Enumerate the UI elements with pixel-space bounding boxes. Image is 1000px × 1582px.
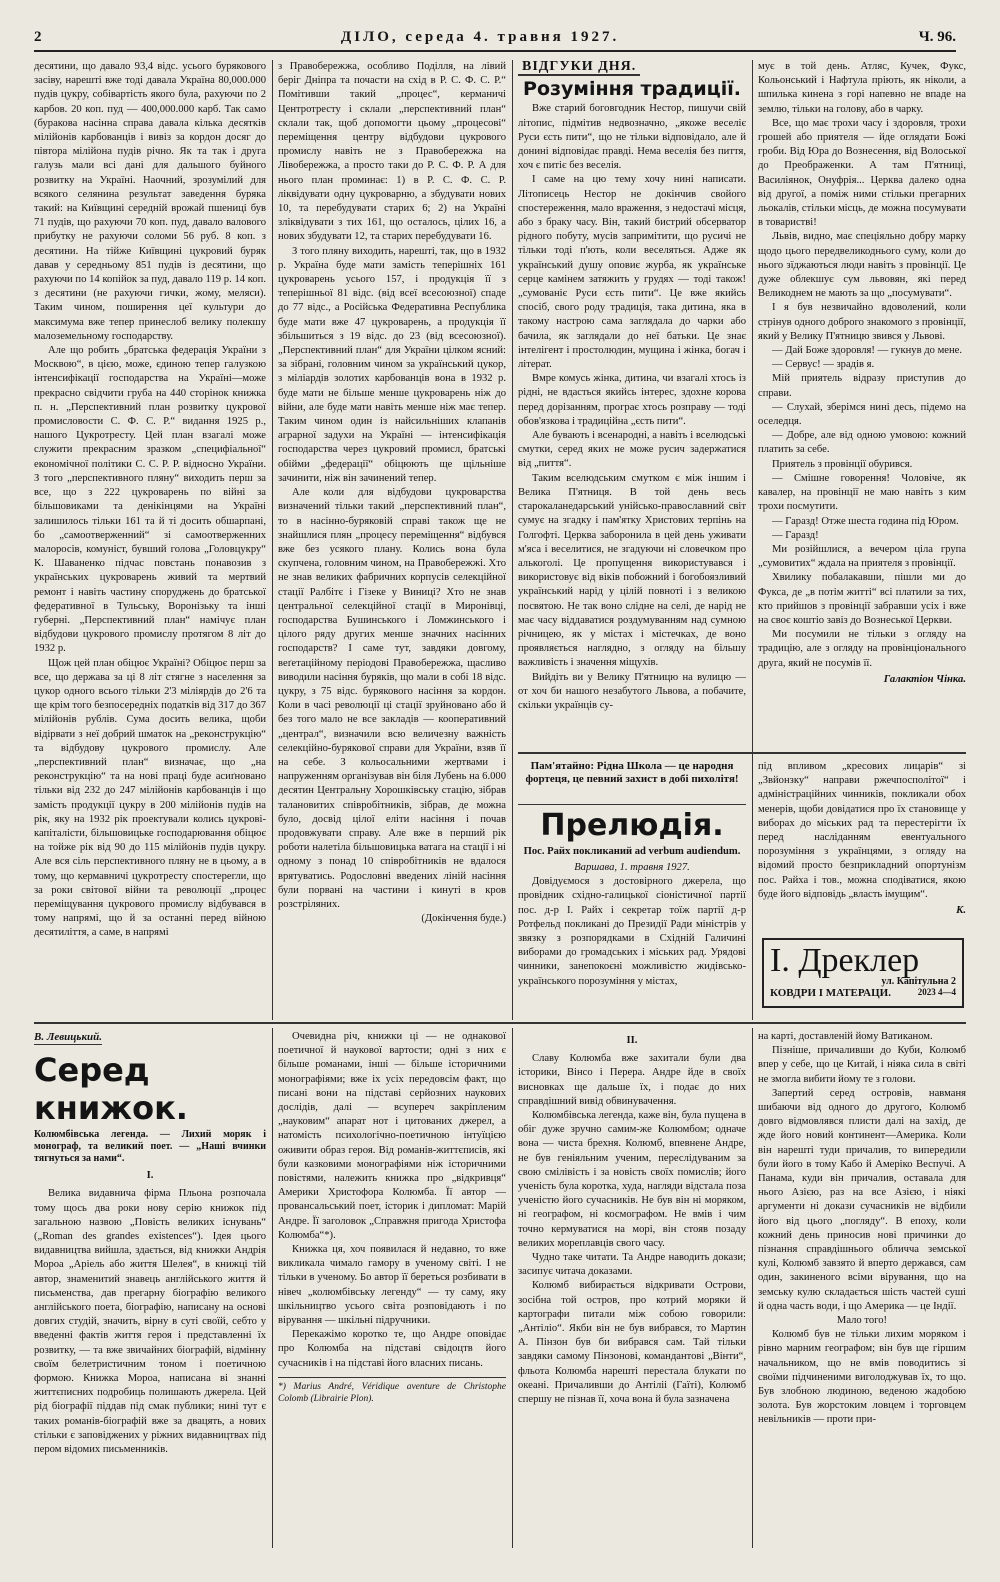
column-rule xyxy=(752,60,753,1020)
paragraph: на карті, доставленій йому Ватиканом. xyxy=(758,1031,933,1042)
paragraph: Львів, видно, має спеціяльно добру марку щодо цього передвеликоднього суму, коли до нього зїджаються люди навіть з провінції. Це дуже облекшує сум львовян, які перед Великоднем не мають за що „посумувати“. xyxy=(758,231,966,300)
article-tradition-cont xyxy=(758,60,966,750)
article-prelude-cont xyxy=(758,760,966,930)
paragraph: під впливом „кресових лицарів“ зі „Звйонзку“ направи ржечпосполітої“ і адміністраційних чинників, покликали обох менерів, щоби довідатися про їх становище у виборах до міських рад та перестерігти їх перед насліданням евентуального порозуміння з українцями, з огляду на відомий просто безприкладний опортунізм пос. Райха і тов., можна сподіватися, якою буде його відповідь „власть імущим“. xyxy=(758,761,966,900)
section-number: II. xyxy=(626,1035,638,1046)
paragraph: З того пляну виходить, нарешті, так, що в 1932 р. Україна буде мати замість теперішніх 161 цукроварень усього 157, і продукція її з теперішньої 81 відс. (від всеї всесоюзної) спаде до 77 відс., а Російська Федеративна Республика буде мати вже 47 цукроварень, а продукція її збільшиться з 19 відс. до 23 (від всесоюзної). „Перспективний план“ для України цілком ясний: за зібрані, головним чином за український цукор, з міліардів золотих карбованців вона в 1932 р. буде мати не більше менше цукроварень ніж до війни, але буде мати навіть менше ніж має тепер. Таким чином один із найсильніших клапанів аграрної задухи на Україні — інтенсифікація господарства через цукровий промисл, братські обійми „федерації“ обіцюють ще щільніше зачинити, ніж він зачинений тепер. xyxy=(278,245,506,484)
paragraph: Перекажімо коротко те, що Андре оповідає про Колюмба на підставі свідоцтв його сучасників і на підставі його власних писань. xyxy=(278,1329,506,1369)
continued-note: (Докінчення буде.) xyxy=(421,913,506,925)
column-rule xyxy=(752,1028,753,1548)
paragraph: Чудно таке читати. Та Андре наводить докази; засипує читача доказами. xyxy=(518,1252,746,1278)
paragraph: Книжка ця, хоч появилася й недавно, то вже викликала чимало гамору в ученому світі. І не тільки в ученому. Бо автор її береться розбивати в нівеч „колюмбівську легенду“ — ту саму, яку шкільництво усього світа розповідають і по вірування — шкільні підручники. xyxy=(278,1244,506,1327)
article-books-col1 xyxy=(34,1030,266,1550)
article-sugar-col1 xyxy=(34,60,266,1018)
paragraph: Колюмбівська легенда, каже він, була пущена в обіг дуже зручно самим-же Колюмбом; одначе вона — чиста брехня. Колюмб, впевнене Андре, не був геніяльним ученим, переслідуваним за свою смілівість і за новість своїх помислів; його ученість була коротка, худа, нагляди відстала поза ученістю його сучасників. Не був він ні моряком, ні географом, ні космографом. Не вмів і чим точно кермуватися на морі, він стояв позаду великих мореплавців свого часу. xyxy=(518,1110,746,1249)
paragraph: Таким вселюдським смутком є між іншим і Велика П'ятниця. В той день весь старокаланедарський унійсько-православний світ сумує на згадку і пам'ятку Христових терпінь на Голгофті. Церква заборонила в цей день уживати м'яса і веселитися, не згадуючи ні словечком про алькоголі. Це пропущення використувався і використовує від віків побожний і богобоязливий український нарід у цілій повноті і з великою посвятою. Не так воно слідне на селі, де нарід не має часу віддаватися роздумуванням над сумною річницею, як у містах і містечках, де воно проявляється наглядно, з огляду на більшу важливість і значення міщухів. xyxy=(518,472,746,669)
article-subtitle: Колюмбівська легенда. — Лихий моряк і монограф, та великий поет. — „Наші вчинки тягнуться за нами“. xyxy=(34,1129,266,1165)
paragraph: Очевидна річ, книжки ці — не однакової поетичної й наукової вартости; одні з них є більше романами, інші — більше історичними монографіями; вже іх усіх передовсім факт, що писані вони на підставі серйозних наукових дослідів, далі — всупереч закріпленим „науковим“ апарат нот і цитованих джерел, а натомість психологічно-поетичною інтуїцією оживити образ героя. Від романів-життєписів, які були казковими монографіями ніж історичними повістями, належить книжка про „відкривця“ Америки Христофора Колюмба. Її автор — провансальський поет, історик і дипломат: Марій Андре. Її заголовок „Справжня пригода Христофа Колюмба“*). xyxy=(278,1031,506,1241)
paragraph: Щож цей план обіцює Україні? Обіцює перш за все, що держава за ці 8 літ стягне з населення за цукор одного всього тільки 2'3 міліярдів до 2'6 та ще крім того безпосередніх податків від 317 до 367 мілійонів рублів. Сума досить велика, щоби відірвати з неї добрий шматок на „реконструкцію“ та відбудову цукрового промислу. Але „перспективний план“ визначає, що „на реконструкцію“ та на нові праці буде асиґновано тільки від 232 до 247 мілійонів карбованців і що замість продукції цукру в 200 мілійонів пудів на рік, яку на 1932 рік проектували колись цукрові-капіталісти, більшовицьке господарювання обіцює на тойже рік від 90 до 115 мілійонів пудів цукру. Але вся сіль перспективного пляну не в цьому, а в тому, що кермавничі цукротресту спостерегли, що за роки світової війни та революції „процес переміщування цукрового промислу відбувався в тому напрямі, що й за останні перед війною десятиліття, а саме, в напрямі xyxy=(34,657,266,939)
paragraph: Мало того! xyxy=(836,1315,888,1327)
paragraph: Колюмб був не тільки лихим моряком і рівно марним географом; він був ще гіршим начальником, що не вмів поводитись зі своїми підчиненими виголоджував їх, то що. Був злобною людиною, веденою жадобою золота. Був жорстоким ловцем і торговцем невільників — проти при- xyxy=(758,1329,966,1426)
paragraph: — Смішне говорення! Чоловіче, як кавалер, на провінції не маю навіть з ким трохи посмутити. xyxy=(758,472,966,513)
page-section-rule xyxy=(34,1022,966,1024)
paragraph: Мій приятель відразу приступив до справи. xyxy=(758,373,966,399)
masthead xyxy=(34,24,956,52)
paragraph: Але що робить „братська федерація України з Москвою“, в цією, може, єдиною тепер галузкою інтенсифікації господарства на Україні—може прекрасно свідчити груба на 440 сторінок книжка п. н. „Перспективний план розвитку цукрової промисловости С. Ф. С. Р.“ видання 1925 р., нашого Цукротресту. Цей план взагалі може служити прекрасним зразком „специфіальної“ економічної політики С. С. Р. Р. відносно України. З того „перспективного пляну“ виходить перш за все, що з 222 цукроварень по війні за більшовиками та денікінцями на Україні залишилось тільки 161 та й ті досить обшарпані, бо „самоотверженний“ зі самоотверженних малоросів, комуніст, бувший голова „Головцукру“ К. Шаваненко підчас повстань понавозив з українських цукроварень живий та мертвий ремонт і навіть частину споруджень до братської федеративної в Тульську, Воронізьку та інші губерні. „Перспективний план“ намічує план відбудови цукрового промислу протягом 8 літ до 1932 р. xyxy=(34,345,266,655)
signature: К. xyxy=(956,905,966,917)
paragraph: — Слухай, зберімся нині десь, підемо на оселедця. xyxy=(758,401,966,428)
paragraph: Велика видавнича фірма Пльона розпочала тому щось два роки нову серію книжок під загальною назвою „Повість великих існувань“ („Roman des grandes existences“). Ідея цього видавництва вийшла, здається, від книжки Андрія Мороа „Аріель або життя Шелея“, в книжці тій автор, знаменитий знавець англійського життя й письменства, дав прегарну біографію великого англійського поета, біографію, написану на основі довгих студій, значить, вірну в суті своїй, себто у введенні фактів життя героя і представленні їх розвитку, — та вже звичайних біографій, відмінну своїм белетристичним тоном і поетичною формою. Книжка Мороа, написана ві знанні життєписних подробиць полишають джерела. Цей рід біографії піддав під смак публики; нині тут є таких романів-біографій вже за двацять, а нових стільки є заповіджених у ріжних видавництвах під пером відомих письменників. xyxy=(34,1188,266,1456)
paragraph: мує в той день. Атляс, Кучек, Фукс, Кольонський і Нафтула пріють, як ніколи, а шпилька кинена з горі напевно не впаде на землю, тільки на голову, або в чарку. xyxy=(758,61,966,115)
paragraph: Вийдіть ви у Велику П'ятницю на вулицю — от хоч би нашого незабутого Львова, а побачите, скільки українців су- xyxy=(518,671,746,711)
section-label: ВІДГУКИ ДНЯ. xyxy=(518,60,640,76)
paragraph: — Гаразд! Отже шеста година під Юром. xyxy=(772,515,959,527)
column-rule xyxy=(272,60,273,1020)
dateline: Варшава, 1. травня 1927. xyxy=(574,862,690,873)
article-sugar-col2 xyxy=(278,60,506,1018)
paragraph: — Добре, але від одною умовою: кожний платить за себе. xyxy=(758,430,966,456)
article-books-col4 xyxy=(758,1030,966,1550)
masthead-title: ДІЛО, середа 4. травня 1927. xyxy=(340,28,620,45)
article-books-col3 xyxy=(518,1030,746,1550)
ad-address: ул. Капітульна 2 xyxy=(881,976,956,987)
paragraph: Пізніше, причаливши до Куби, Колюмб впер у себе, що це Китай, і ніяка сила в світі не змогла вибити йому те з голови. xyxy=(758,1045,966,1085)
article-prelude xyxy=(518,800,746,1015)
paragraph: — Сервус! — зрадів я. xyxy=(772,359,875,371)
article-subtitle: Пос. Райх покликаний ad verbum audiendum. xyxy=(523,846,741,857)
paragraph: з Правобережжа, особливо Поділля, на лівий беріг Дніпра та почасти на схід в Р. С. Ф. С. Р.“ Помітивши такий „процес“, керманичі Центротресту і склали „перспективний план“ склали так, щоб допомогти цьому „процесові“ переміщення центру відбудови цукрового промислу навіть не з Правобережжа на Лівобережжа, а просто таки до Р. С. Ф. Р. А для нього план проминає: 1) в Р. С. Ф. С. Р. ліквідувати одну цукроварню, а збудувати нових 10, та перебудувати старих 6; 2) на Україні зліквідувати з тих 161, що осталось, цілих 16, а нових збудувати 12, та старих перебудувати 16. xyxy=(278,61,506,243)
paragraph: — Гаразд! xyxy=(772,529,819,541)
article-headline: Прелюдія. xyxy=(540,808,724,843)
ad-name: І. Дреклер xyxy=(770,942,920,979)
article-headline: Серед книжок. xyxy=(34,1051,188,1128)
issue-number: Ч. 96. xyxy=(918,28,956,45)
paragraph: Колюмб вибирається відкривати Острови, зосібна той остров, про котрий моряки й картографи питали між собою говорили: „Антіліо“. Якби він не був вибрався, то Мартин А. Пінзон був би вибрався сам. Тай тільки завдяки самому Пінзонові, командантові „Вінти“, фльота Колюмба нарешті перестала блукати по океані. Причаливши до Антіліі (Гаїті), Колюмб спершу не пізнав її, хоча вона й була зазначена xyxy=(518,1280,746,1406)
divider xyxy=(518,804,746,805)
paragraph: І я був незвичайно вдоволений, коли стрінув одного доброго знакомого з провінції, який у Велику П'ятницю звився у Львові. xyxy=(758,302,966,342)
section-rule xyxy=(518,752,966,754)
paragraph: Все, що має трохи часу і здоровля, трохи грошей або приятеля — йде оглядати Божі гроби. Від Юра до Вознесення, від Волоської до Преображенки. А там П'ятниці, Василіянок, Онуфрія... Церква далеко одна від другої, а поміж ними стільки прегарних льокалів, стільки місць, де можна посумувати в товаристві! xyxy=(758,117,966,229)
paragraph: Запертий серед островів, навманя шибаючи від одного до другого, Колюмб довго відмовлявся плисти далі на захід, де жде його новий континент—Америка. Коли він нарешті туди причалив, то випередили були його в тому Кабо й Амеріко Веспучі. А Панама, куди він причалив, оставала для нього Азією, раз на все Азією, і ніякі аргументи ні докази сучасників не відбили його від цього „погляду“. В епоху, коли кожний день приносив нові причинки до пізнання справдішнього обличча земської кулі, Колюмб завзято й вперто держався, сам один, закиненого всіми вірування, що на земську кулю складається шість частей суші й одна часть води, і що Америка — це Індії. xyxy=(758,1087,966,1312)
paragraph: Приятель з провінції обурився. xyxy=(772,458,913,470)
article-headline: Розуміння традиції. xyxy=(523,78,741,101)
paragraph: Ми розійшлися, а вечером ціла група „сумовитих“ ждала на приятеля з провінції. xyxy=(758,543,966,570)
section-number: I. xyxy=(146,1170,154,1182)
advertisement xyxy=(762,938,964,1008)
paragraph: Хвилику побалакавши, пішли ми до Фукса, де „в потім житті“ всі платили за тих, кто прийшов з провінції забравши усіх і вже на своє коштіо завіз до Вознеської Церкви. xyxy=(758,572,966,626)
author: В. Левицький. xyxy=(34,1030,102,1045)
ad-code: 2023 4—4 xyxy=(917,987,956,997)
paragraph: Вмре комусь жінка, дитина, чи взагалі хтось із рідні, не вдасться якийсь інтерес, здохне корова перед дорізанням, програє хтось розправу — тоді обов'язкова і традиційна „єсть пити“. xyxy=(518,373,746,427)
paragraph: Довідуємося з достовірного джерела, що провідник східно-галицької сіоністичної партії пос. д-р І. Райх і секретар тоїж партії д-р Ротфельд покликані до Президії Ради міністрів у звязку з розпорядками в Східній Галичині виборами до громадських і міських рад. Урядові чинники, занепокоєні можливістю жидівсько-українського порозуміння у містах, xyxy=(518,876,746,987)
signature: Галактіон Чінка. xyxy=(883,673,966,685)
column-rule xyxy=(512,60,513,1020)
paragraph: Вже старий боговгодник Нестор, пишучи свій літопис, підмітив недвозначно, „якоже веселіє Руси єсть пити“, що не тільки відповідало, але й донині відповідає правді. Нема веселія без пиття, хоч є питіє без веселія. xyxy=(518,103,746,172)
footnote: *) Marius André, Véridique aventure de Christophe Colomb (Librairie Plon). xyxy=(278,1377,506,1405)
paragraph: Але бувають і всенародні, а навіть і вселюдські смутки, серед яких не може русич задержатися від „пиття“. xyxy=(518,430,746,470)
paragraph: Славу Колюмба вже захитали були два історики, Вінсо і Перера. Андре йде в своїх висновках ще дальше їх, і подає до них справдішний вивід обвинувачення. xyxy=(518,1053,746,1107)
article-books-col2 xyxy=(278,1030,506,1550)
paragraph: десятини, що давало 93,4 відс. усього бурякового засіву, нарешті вже тоді давала Україна 80,000.000 пудів цукру, собівартість якого була, рахуючи по 2 карбов. 20 коп. пуд — 400,000.000 карб. Так само (буракова насінна справа давала кілька десятків мілійонів карбованців і вивіз за кордон досяг до півтора мілійона пудів річно. Як та так і друга галузь мали всі дані для дальшого буйного розвитку на Україні. Наочний, зрозумілий для всякого селянина результат заведення буряка такий: на Київщині середній врожай пшениці був 71 пудів, що рахуючи 70 коп. пуд, давало валового прибутку не рахуючи соломи 56 руб. 8 коп. з десятини. На тійже Київщині цукровий буряк давав у середньому 851 пудів із десятини, що рахуючи по 14 копійок за пуд, давало 119 р. 14 коп. з десятини (не рахуючи гички, жому, меляси). Таким чином, поширення цеї культури до максимума вже тепер принеслоб велику полекшу малоземельному господарству. xyxy=(34,61,266,342)
paragraph: І саме на цю тему хочу нині написати. Літописець Нестор не докінчив свойого спостереження, мало враження, з недостачі місця, або з браку часу. Він, такий бистрий обсерватор рідного побуту, мусів запримітити, що русичі не тільки тоді п'ють, коли веселяться. Адже як український душу оповиє журба, як українське серце камінем затяжить у грудях — тоді також! „сумованіє Руси єсть пити“. Це вже якийсь спосіб, свого роду традиція, така дитина, яка в такому настрою сама заглядала до чарки або бачила, як заглядали до неї батьки. Це знає інтелігент і простолюдин, мущина і жінка, богач і літерат. xyxy=(518,174,746,371)
paragraph: — Дай Боже здоровля! — гукнув до мене. xyxy=(772,345,963,357)
paragraph: Але коли для відбудови цукроварства визначений тільки такий „перспективний план“, то в насінно-буряковій справі також ще не знайшлися плян „процесу переміщення“ відбувся вже без усякого плану. Колись вона була скупчена, головним чином, на Правобережжі. Хто не знав великих фабричних корпусів селекційної стації Ралбітє і Гізеке у Виниці? Хто не знав центральної селекційної стації в Миронівці, господарства Бушинського і Ломжинського і цілого ряду других менше значних насінних господарств? І саме тут, завдяки довгому, веґетаційному періодові Правобережжа, щасливо виводили насіння буряків, що мали в собі 18 відс. цукру, з 75 відс. бурякового насіння за кордон. Коли в часі революції ці стації зруйновано або й без того мало не все закладів — кооперативний „централ“, визначили всю величезну важність селекційно-бурякової справи для України, взяв її на себе. З кольосальними жертвами і напруженням організував він біля Лубень на 6.000 десятин Центральну Хорошківську стацію, зібрав талановитих співробітників, зібрав, де можна було, досвід цілої еліти насіння і почав продовжувати справу. Але вже в перший рік роботи налетіла більшовицька ватага на стації і ні одному з понад 10 співробітників не вдалося врятуватись. Родословні введених ліній насіння були порвані на частини і кинуті в кров розстріляних. xyxy=(278,487,506,910)
paragraph: Ми посумили не тільки з огляду на традицію, але з огляду на провінціонального друга, який не посумів її. xyxy=(758,629,966,669)
column-rule xyxy=(272,1028,273,1548)
page-number: 2 xyxy=(34,28,42,45)
ad-tagline: КОВДРИ І МАТЕРАЦИ. xyxy=(770,987,891,999)
notice-ridna-shkola: Пам'ятайно: Рідна Школа — це народня фортеця, це певний захист в добі пихолітя! xyxy=(525,760,739,785)
column-rule xyxy=(512,1028,513,1548)
article-tradition xyxy=(518,60,746,750)
